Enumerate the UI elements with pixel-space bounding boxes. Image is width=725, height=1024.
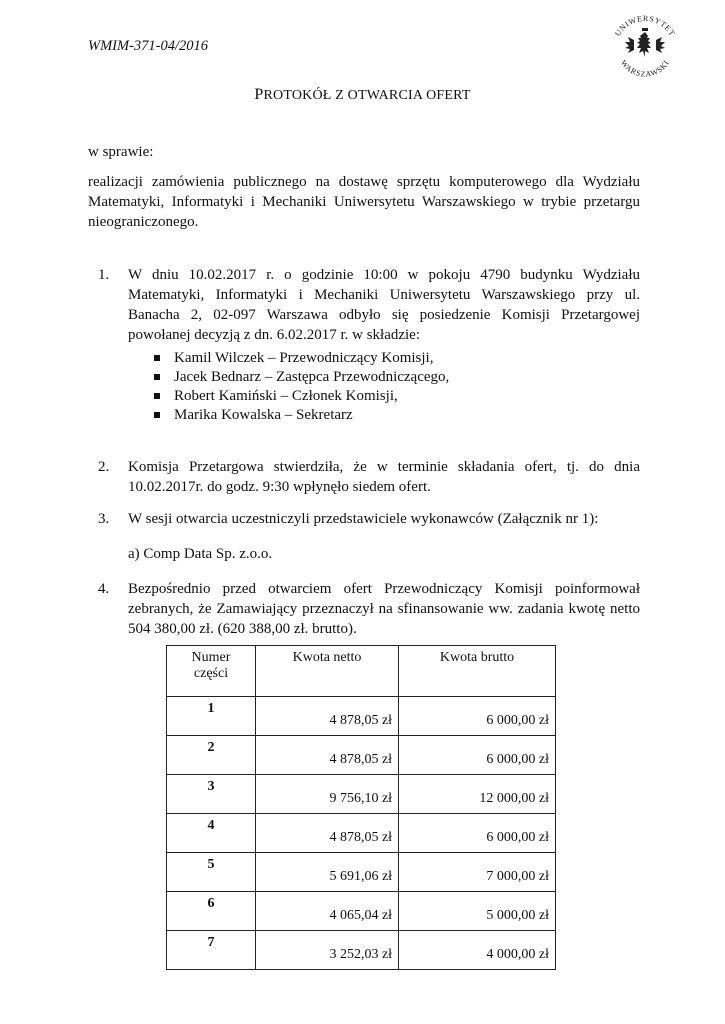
list-item-2: 2. Komisja Przetargowa stwierdziła, że w terminie składania ofert, tj. do dnia 10.02.2017r. do godz. 9:30 wpłynęło siedem ofert.: [98, 459, 640, 495]
table-row: 5 5 691,06 zł 7 000,00 zł: [167, 853, 556, 892]
svg-text:UNIWERSYTET: UNIWERSYTET: [613, 13, 677, 38]
table-row: 2 4 878,05 zł 6 000,00 zł: [167, 736, 556, 775]
offer-amounts-table: [166, 645, 556, 970]
bullet-square-icon: [154, 355, 160, 361]
list-item: Jacek Bednarz – Zastępca Przewodniczącego,: [154, 368, 449, 387]
header-part-number: Numer części: [167, 646, 256, 697]
table-header-row: [167, 646, 556, 697]
table-row: 1 4 878,05 zł 6 000,00 zł: [167, 697, 556, 736]
list-item: Robert Kamiński – Członek Komisji,: [154, 387, 449, 406]
subject-label: w sprawie:: [88, 144, 154, 160]
list-item: Kamil Wilczek – Przewodniczący Komisji,: [154, 349, 449, 368]
contractor-entry: a) Comp Data Sp. z.o.o.: [128, 546, 273, 562]
document-reference: WMIM-371-04/2016: [88, 38, 209, 54]
committee-list: [154, 349, 449, 425]
header-gross-amount: Kwota brutto: [399, 646, 556, 697]
document-title: PROTOKÓŁ Z OTWARCIA OFERT: [254, 86, 471, 103]
bullet-square-icon: [154, 374, 160, 380]
list-item-4: 4. Bezpośrednio przed otwarciem ofert Przewodniczący Komisji poinformował zebranych, że Zamawiający przeznaczył na sfinansowanie ww. zadania kwotę netto 504 380,00 zł. (620 388,00 zł. brutto).: [98, 581, 640, 637]
list-item: Marika Kowalska – Sekretarz: [154, 406, 449, 425]
list-item-1: 1. W dniu 10.02.2017 r. o godzinie 10:00 w pokoju 4790 budynku Wydziału Matematyki, Informatyki i Mechaniki Uniwersytetu Warszawskiego przy ul. Banacha 2, 02-097 Warszawa odbyło się posiedzenie Komisji Przetargowej powołanej decyzją z dn. 6.02.2017 r. w składzie:: [98, 267, 640, 343]
table-row: 3 9 756,10 zł 12 000,00 zł: [167, 775, 556, 814]
university-seal-logo: [606, 10, 684, 88]
svg-text:WARSZAWSKI: WARSZAWSKI: [618, 58, 672, 79]
table-row: 6 4 065,04 zł 5 000,00 zł: [167, 892, 556, 931]
table-row: 7 3 252,03 zł 4 000,00 zł: [167, 931, 556, 970]
bullet-square-icon: [154, 412, 160, 418]
bullet-square-icon: [154, 393, 160, 399]
table-row: 4 4 878,05 zł 6 000,00 zł: [167, 814, 556, 853]
header-net-amount: Kwota netto: [256, 646, 399, 697]
subject-text: realizacji zamówienia publicznego na dostawę sprzętu komputerowego dla Wydziału Matematyki, Informatyki i Mechaniki Uniwersytetu Warszawskiego w trybie przetargu nieograniczonego.: [88, 174, 640, 230]
list-item-3: 3. W sesji otwarcia uczestniczyli przedstawiciele wykonawców (Załącznik nr 1):: [98, 511, 599, 527]
